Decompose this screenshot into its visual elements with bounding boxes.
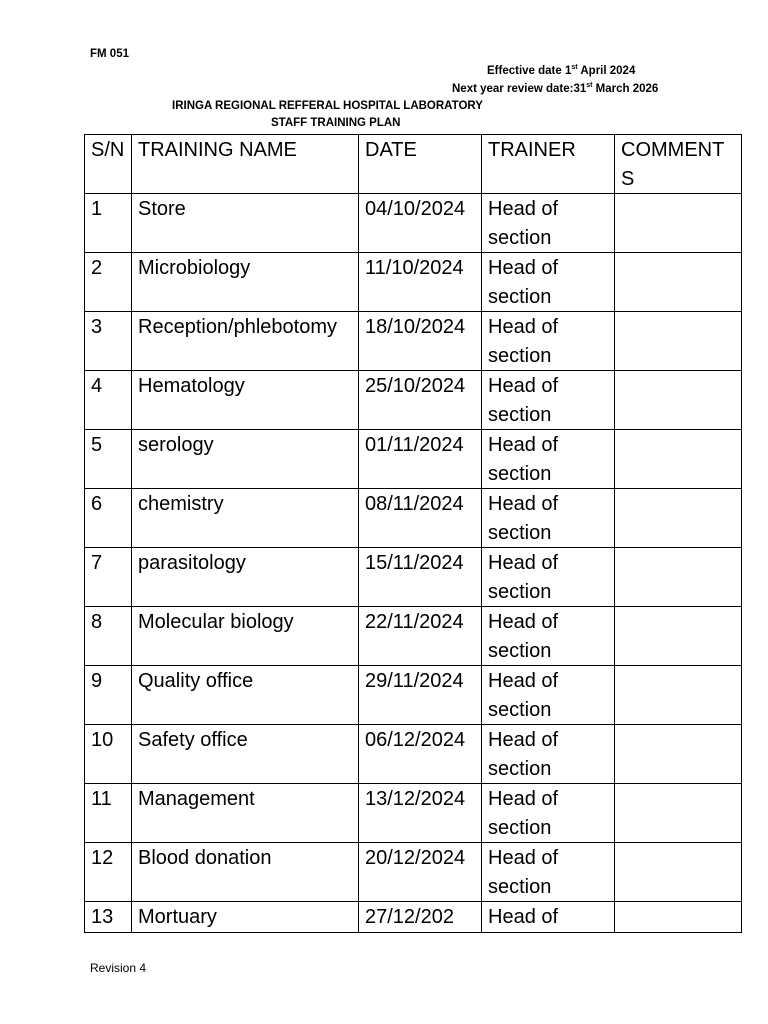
cell-comments — [615, 843, 742, 902]
table-row — [85, 489, 742, 548]
table-row — [85, 194, 742, 253]
form-code: FM 051 — [90, 48, 129, 60]
cell-trainer: Head of section — [482, 666, 615, 725]
cell-trainer: Head of section — [482, 253, 615, 312]
table-header-row — [85, 135, 742, 194]
cell-comments — [615, 666, 742, 725]
table-row — [85, 902, 742, 933]
cell-sn: 7 — [85, 548, 132, 607]
cell-training-name: Quality office — [132, 666, 359, 725]
cell-comments — [615, 194, 742, 253]
effective-date-prefix: Effective date 1 — [487, 65, 572, 77]
cell-date: 18/10/2024 — [359, 312, 482, 371]
cell-date: 20/12/2024 — [359, 843, 482, 902]
cell-sn: 13 — [85, 902, 132, 933]
cell-comments — [615, 725, 742, 784]
cell-sn: 3 — [85, 312, 132, 371]
cell-sn: 10 — [85, 725, 132, 784]
cell-training-name: Blood donation — [132, 843, 359, 902]
cell-sn: 5 — [85, 430, 132, 489]
cell-trainer: Head of section — [482, 430, 615, 489]
table-row — [85, 548, 742, 607]
table-row — [85, 784, 742, 843]
cell-comments — [615, 312, 742, 371]
cell-sn: 1 — [85, 194, 132, 253]
cell-trainer: Head of section — [482, 784, 615, 843]
cell-date: 25/10/2024 — [359, 371, 482, 430]
cell-date: 04/10/2024 — [359, 194, 482, 253]
column-header-training-name: TRAINING NAME — [132, 135, 359, 194]
effective-date — [487, 65, 635, 77]
cell-date: 01/11/2024 — [359, 430, 482, 489]
table-row — [85, 371, 742, 430]
cell-training-name: serology — [132, 430, 359, 489]
cell-comments — [615, 902, 742, 933]
cell-training-name: parasitology — [132, 548, 359, 607]
training-plan-table — [84, 134, 742, 933]
cell-comments — [615, 489, 742, 548]
cell-training-name: Safety office — [132, 725, 359, 784]
hospital-name: IRINGA REGIONAL REFFERAL HOSPITAL LABORATORY — [172, 100, 483, 112]
cell-sn: 11 — [85, 784, 132, 843]
cell-training-name: Reception/phlebotomy — [132, 312, 359, 371]
column-header-sn: S/N — [85, 135, 132, 194]
cell-sn: 6 — [85, 489, 132, 548]
cell-trainer: Head of section — [482, 548, 615, 607]
cell-date: 13/12/2024 — [359, 784, 482, 843]
cell-comments — [615, 548, 742, 607]
cell-comments — [615, 784, 742, 843]
column-header-comments: COMMENTS — [615, 135, 742, 194]
cell-training-name: Hematology — [132, 371, 359, 430]
cell-trainer: Head of — [482, 902, 615, 933]
review-date-prefix: Next year review date:31 — [452, 83, 587, 95]
cell-trainer: Head of section — [482, 371, 615, 430]
table-row — [85, 430, 742, 489]
cell-date: 15/11/2024 — [359, 548, 482, 607]
table-row — [85, 253, 742, 312]
cell-sn: 12 — [85, 843, 132, 902]
cell-comments — [615, 607, 742, 666]
table-row — [85, 666, 742, 725]
table-row — [85, 843, 742, 902]
cell-trainer: Head of section — [482, 312, 615, 371]
column-header-trainer: TRAINER — [482, 135, 615, 194]
cell-sn: 8 — [85, 607, 132, 666]
cell-date: 08/11/2024 — [359, 489, 482, 548]
cell-training-name: Store — [132, 194, 359, 253]
cell-trainer: Head of section — [482, 194, 615, 253]
column-header-date: DATE — [359, 135, 482, 194]
cell-sn: 2 — [85, 253, 132, 312]
cell-date: 29/11/2024 — [359, 666, 482, 725]
cell-sn: 4 — [85, 371, 132, 430]
table-row — [85, 607, 742, 666]
review-date — [452, 83, 658, 95]
review-date-suffix: March 2026 — [592, 83, 659, 95]
plan-title: STAFF TRAINING PLAN — [271, 117, 401, 129]
cell-date: 11/10/2024 — [359, 253, 482, 312]
cell-training-name: Molecular biology — [132, 607, 359, 666]
table-row — [85, 312, 742, 371]
cell-date: 27/12/202 — [359, 902, 482, 933]
table-row — [85, 725, 742, 784]
cell-comments — [615, 253, 742, 312]
cell-date: 06/12/2024 — [359, 725, 482, 784]
cell-training-name: Management — [132, 784, 359, 843]
effective-date-sup: st — [571, 64, 578, 71]
revision-label: Revision 4 — [90, 961, 147, 975]
cell-date: 22/11/2024 — [359, 607, 482, 666]
cell-trainer: Head of section — [482, 489, 615, 548]
effective-date-suffix: April 2024 — [577, 65, 636, 77]
cell-training-name: chemistry — [132, 489, 359, 548]
cell-comments — [615, 371, 742, 430]
cell-trainer: Head of section — [482, 607, 615, 666]
cell-trainer: Head of section — [482, 843, 615, 902]
cell-training-name: Microbiology — [132, 253, 359, 312]
cell-training-name: Mortuary — [132, 902, 359, 933]
cell-sn: 9 — [85, 666, 132, 725]
review-date-sup: st — [586, 82, 593, 89]
cell-trainer: Head of section — [482, 725, 615, 784]
cell-comments — [615, 430, 742, 489]
